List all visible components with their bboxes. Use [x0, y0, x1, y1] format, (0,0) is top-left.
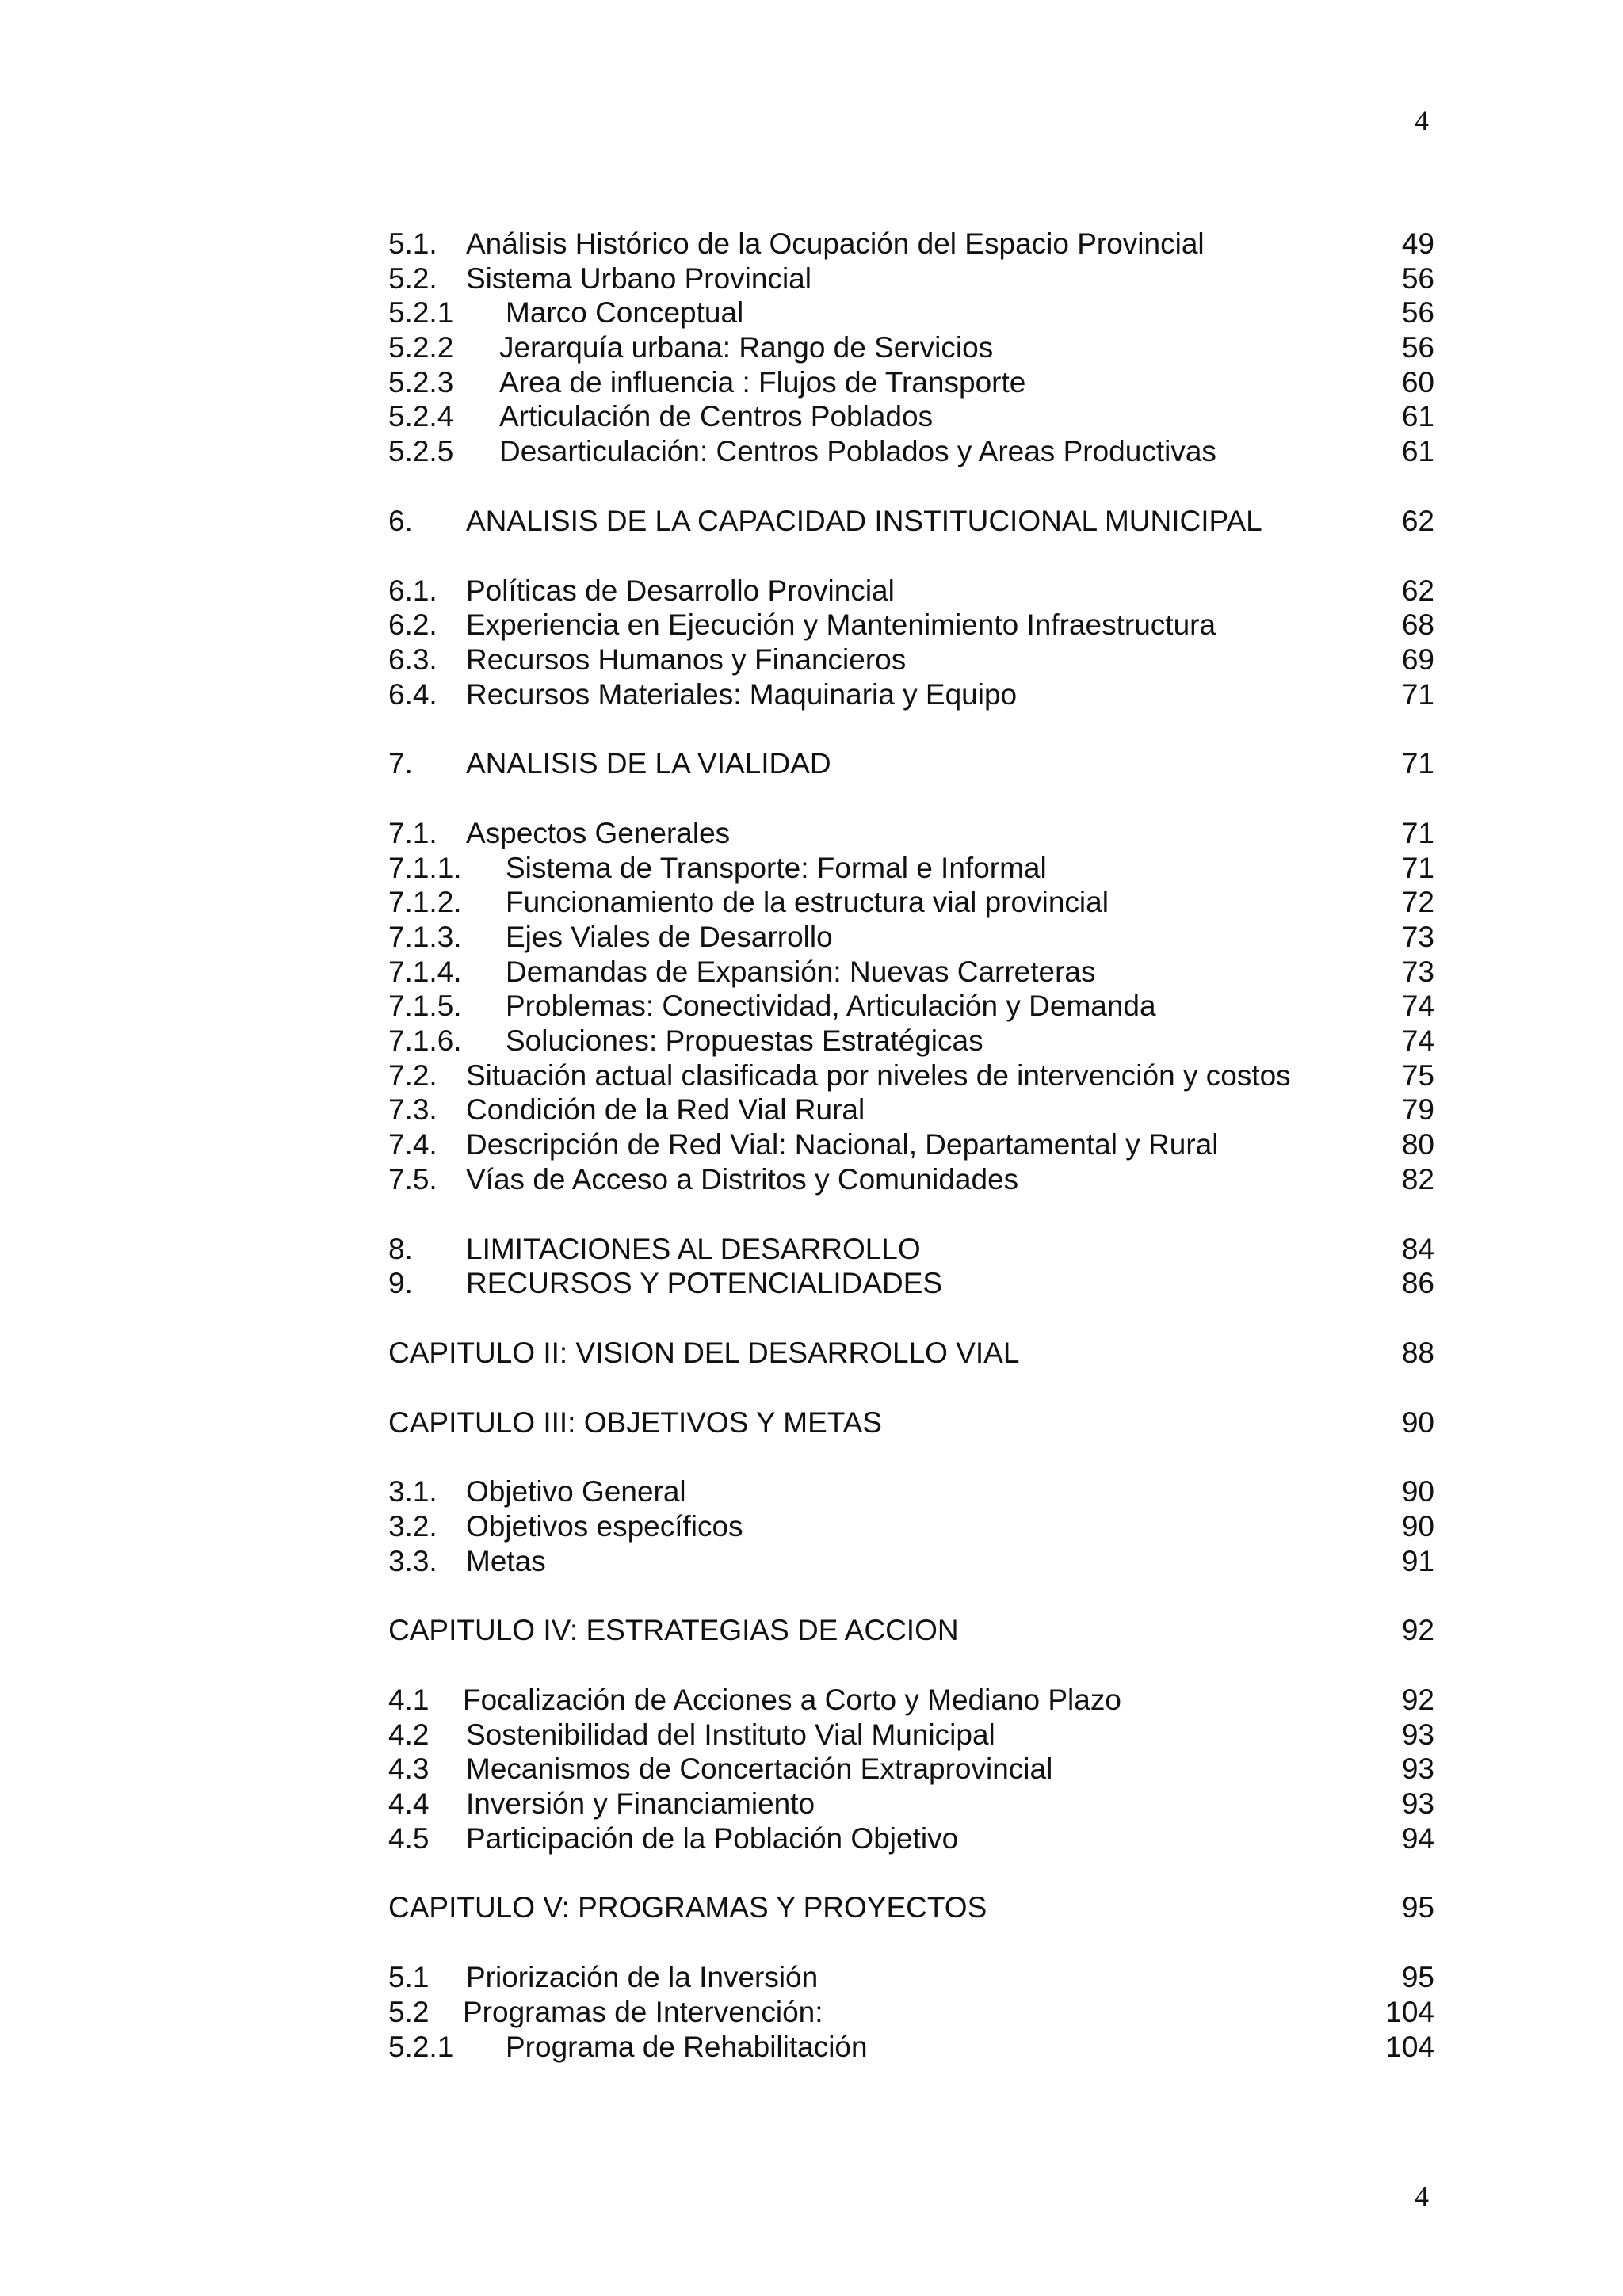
toc-entry-number: 5.2.1 [388, 2030, 454, 2063]
toc-entry [388, 2030, 1434, 2065]
toc-entry-number: 7.1.1. [388, 851, 462, 884]
toc-entry-page: 92 [1401, 1614, 1434, 1647]
toc-entry-title: Mecanismos de Concertación Extraprovincial [466, 1753, 1053, 1786]
toc-entry-title: Participación de la Población Objetivo [466, 1821, 959, 1855]
toc-entry-title: Inversión y Financiamiento [466, 1787, 815, 1821]
toc-entry [388, 816, 1434, 851]
toc-entry-page: 74 [1401, 1024, 1434, 1058]
toc-entry-page: 71 [1401, 851, 1434, 884]
toc-entry-page: 94 [1401, 1821, 1434, 1855]
toc-entry-page: 61 [1401, 435, 1434, 468]
toc-entry [388, 1058, 1434, 1093]
toc-entry-page: 90 [1401, 1475, 1434, 1508]
toc-entry-number: 5.2.2 [388, 331, 454, 364]
toc-entry-number: 7.1.6. [388, 1024, 462, 1058]
toc-entry-number: 4.1 [388, 1684, 430, 1716]
toc-entry-page: 69 [1401, 643, 1434, 676]
toc-entry-page: 72 [1401, 886, 1434, 919]
toc-entry-page: 56 [1401, 261, 1434, 295]
toc-entry-title: Programas de Intervención: [463, 1995, 823, 2028]
toc-entry-title: Articulación de Centros Poblados [499, 400, 934, 433]
toc-entry-title: Desarticulación: Centros Poblados y Areas Productivas [499, 435, 1216, 468]
page-number-top: 4 [1415, 105, 1429, 136]
toc-entry-title: Recursos Humanos y Financieros [466, 643, 907, 676]
toc-entry-number: 7.1.4. [388, 955, 462, 988]
toc-entry-page: 80 [1401, 1128, 1434, 1161]
toc-entry [388, 1752, 1434, 1787]
toc-entry-page: 71 [1401, 677, 1434, 711]
toc-entry-title: Vías de Acceso a Distritos y Comunidades [466, 1162, 1019, 1196]
toc-entry-page: 62 [1401, 504, 1434, 537]
toc-entry-title: ANALISIS DE LA VIALIDAD [466, 747, 831, 780]
toc-entry-number: 4.2 [388, 1718, 430, 1751]
toc-entry [388, 330, 1434, 365]
toc-entry-page: 79 [1401, 1093, 1434, 1127]
toc-entry-title: ANALISIS DE LA CAPACIDAD INSTITUCIONAL MUNICIPAL [466, 504, 1262, 537]
toc-entry [388, 885, 1434, 920]
toc-entry-title: Descripción de Red Vial: Nacional, Departamental y Rural [466, 1128, 1219, 1161]
toc-entry-title: Políticas de Desarrollo Provincial [466, 574, 895, 607]
toc-entry-page: 88 [1401, 1336, 1434, 1369]
toc-entry-number: 7.2. [388, 1058, 437, 1092]
toc-entry [388, 1544, 1434, 1579]
toc-entry [388, 574, 1434, 608]
toc-entry [388, 920, 1434, 955]
toc-entry-page: 104 [1385, 1995, 1434, 2028]
toc-entry-page: 68 [1401, 608, 1434, 642]
toc-entry-title: Sostenibilidad del Instituto Vial Municipal [466, 1718, 995, 1751]
toc-entry-page: 93 [1401, 1787, 1434, 1821]
toc-entry [388, 1787, 1434, 1821]
toc-entry-page: 93 [1401, 1718, 1434, 1751]
toc-entry-title: Demandas de Expansión: Nuevas Carreteras [506, 955, 1096, 988]
toc-entry-page: 71 [1401, 747, 1434, 780]
toc-entry-number: 5.2.1 [388, 296, 454, 330]
toc-entry [388, 1821, 1434, 1856]
toc-entry [388, 1613, 1434, 1648]
toc-entry-title: Soluciones: Propuestas Estratégicas [506, 1024, 983, 1058]
toc-entry-number: 5.2.5 [388, 435, 454, 468]
toc-entry [388, 1405, 1434, 1440]
toc-entry [388, 989, 1434, 1024]
toc-entry-title: Funcionamiento de la estructura vial provincial [506, 886, 1109, 919]
toc-entry [388, 1683, 1434, 1718]
toc-entry-title: Metas [466, 1544, 546, 1577]
toc-entry-title: Recursos Materiales: Maquinaria y Equipo [466, 677, 1018, 711]
toc-entry-page: 90 [1401, 1405, 1434, 1439]
toc-entry-number: 7.1.5. [388, 990, 462, 1023]
toc-entry-number: CAPITULO IV: ESTRATEGIAS DE ACCION [388, 1614, 959, 1647]
toc-entry-number: 3.1. [388, 1475, 437, 1508]
toc-entry [388, 955, 1434, 990]
toc-entry-number: CAPITULO II: VISION DEL DESARROLLO VIAL [388, 1336, 1020, 1369]
toc-entry-number: 5.2 [388, 1995, 430, 2028]
toc-entry [388, 677, 1434, 712]
toc-entry-title: Area de influencia : Flujos de Transporte [499, 365, 1026, 399]
toc-entry-number: 6.2. [388, 608, 437, 642]
toc-entry-page: 73 [1401, 955, 1434, 988]
toc-entry-title: Objetivos específicos [466, 1509, 743, 1543]
toc-entry-title: Objetivo General [466, 1475, 686, 1508]
toc-entry [388, 1336, 1434, 1371]
toc-entry-number: CAPITULO III: OBJETIVOS Y METAS [388, 1405, 882, 1439]
toc-entry-number: 6.1. [388, 574, 437, 607]
toc-entry-title: Análisis Histórico de la Ocupación del Espacio Provincial [466, 227, 1205, 260]
toc-entry-number: 3.3. [388, 1544, 437, 1577]
toc-entry-number: 5.1 [388, 1961, 430, 1994]
toc-entry [388, 608, 1434, 643]
toc-entry [388, 227, 1434, 261]
toc-entry-number: 6.4. [388, 677, 437, 711]
toc-entry-page: 93 [1401, 1753, 1434, 1786]
toc-entry-title: Priorización de la Inversión [466, 1961, 819, 1994]
toc-entry-page: 62 [1401, 574, 1434, 607]
toc-entry [388, 261, 1434, 296]
toc-entry-title: Problemas: Conectividad, Articulación y Demanda [506, 990, 1156, 1023]
toc-entry-number: 7.1.3. [388, 921, 462, 953]
toc-entry-number: 8. [388, 1232, 413, 1265]
toc-entry-page: 104 [1385, 2030, 1434, 2063]
toc-entry-number: 7.5. [388, 1162, 437, 1196]
toc-entry [388, 504, 1434, 539]
toc-entry-title: RECURSOS Y POTENCIALIDADES [466, 1267, 943, 1300]
toc-entry-page: 73 [1401, 921, 1434, 953]
toc-entry-number: 6. [388, 504, 413, 537]
toc-entry-title: Aspectos Generales [466, 816, 731, 849]
toc-entry-number: 4.5 [388, 1821, 430, 1855]
toc-entry-page: 82 [1401, 1162, 1434, 1196]
toc-entry-title: Sistema Urbano Provincial [466, 261, 812, 295]
toc-entry [388, 296, 1434, 330]
toc-entry [388, 1127, 1434, 1162]
toc-entry-page: 60 [1401, 365, 1434, 399]
toc-entry-number: 7.1. [388, 816, 437, 849]
toc-entry-title: Ejes Viales de Desarrollo [506, 921, 833, 953]
toc-entry-title: Jerarquía urbana: Rango de Servicios [499, 331, 994, 364]
toc-entry [388, 1162, 1434, 1197]
toc-entry-number: 7.4. [388, 1128, 437, 1161]
toc-entry [388, 851, 1434, 886]
toc-entry-title: Situación actual clasificada por niveles de intervención y costos [466, 1058, 1291, 1092]
toc-entry-number: 9. [388, 1267, 413, 1300]
toc-entry-number: 7.1.2. [388, 886, 462, 919]
toc-entry-number: 4.3 [388, 1753, 430, 1786]
toc-entry-number: 5.2.3 [388, 365, 454, 399]
toc-entry-page: 86 [1401, 1267, 1434, 1300]
toc-entry-number: 5.2. [388, 261, 437, 295]
toc-entry-number: CAPITULO V: PROGRAMAS Y PROYECTOS [388, 1891, 987, 1924]
toc-entry-number: 7.3. [388, 1093, 437, 1127]
toc-entry-title: Programa de Rehabilitación [506, 2030, 868, 2063]
toc-entry-number: 6.3. [388, 643, 437, 676]
toc-entry [388, 399, 1434, 434]
toc-entry [388, 434, 1434, 469]
toc-entry-page: 49 [1401, 227, 1434, 260]
toc-entry [388, 1093, 1434, 1127]
toc-entry-page: 91 [1401, 1544, 1434, 1577]
toc-entry-title: Marco Conceptual [506, 296, 744, 330]
toc-entry-page: 84 [1401, 1232, 1434, 1265]
page-number-bottom: 4 [1415, 2180, 1429, 2212]
toc-entry-page: 75 [1401, 1058, 1434, 1092]
toc-entry-title: Focalización de Acciones a Corto y Mediano Plazo [463, 1684, 1121, 1716]
toc-entry [388, 1266, 1434, 1301]
toc-entry-number: 3.2. [388, 1509, 437, 1543]
toc-entry [388, 1995, 1434, 2030]
toc-entry-page: 56 [1401, 296, 1434, 330]
toc-entry-number: 5.2.4 [388, 400, 454, 433]
toc-entry-title: LIMITACIONES AL DESARROLLO [466, 1232, 921, 1265]
toc-entry [388, 746, 1434, 781]
toc-entry-title: Experiencia en Ejecución y Mantenimiento Infraestructura [466, 608, 1216, 642]
toc-entry [388, 1474, 1434, 1509]
toc-entry-page: 95 [1401, 1961, 1434, 1994]
toc-entry [388, 365, 1434, 400]
toc-entry-number: 5.1. [388, 227, 437, 260]
toc-entry [388, 1718, 1434, 1753]
toc-entry [388, 643, 1434, 677]
toc-entry-page: 74 [1401, 990, 1434, 1023]
toc-entry [388, 1890, 1434, 1925]
toc-entry [388, 1509, 1434, 1544]
toc-entry-number: 7. [388, 747, 413, 780]
toc-entry-title: Sistema de Transporte: Formal e Informal [506, 851, 1047, 884]
toc-entry [388, 1960, 1434, 1995]
toc-entry-page: 90 [1401, 1509, 1434, 1543]
toc-entry-page: 61 [1401, 400, 1434, 433]
toc-entry [388, 1024, 1434, 1058]
toc-entry-title: Condición de la Red Vial Rural [466, 1093, 865, 1127]
table-of-contents [388, 227, 1434, 2064]
toc-entry [388, 1232, 1434, 1267]
toc-entry-page: 71 [1401, 816, 1434, 849]
toc-entry-number: 4.4 [388, 1787, 430, 1821]
toc-entry-page: 56 [1401, 331, 1434, 364]
toc-entry-page: 95 [1401, 1891, 1434, 1924]
toc-entry-page: 92 [1401, 1684, 1434, 1716]
